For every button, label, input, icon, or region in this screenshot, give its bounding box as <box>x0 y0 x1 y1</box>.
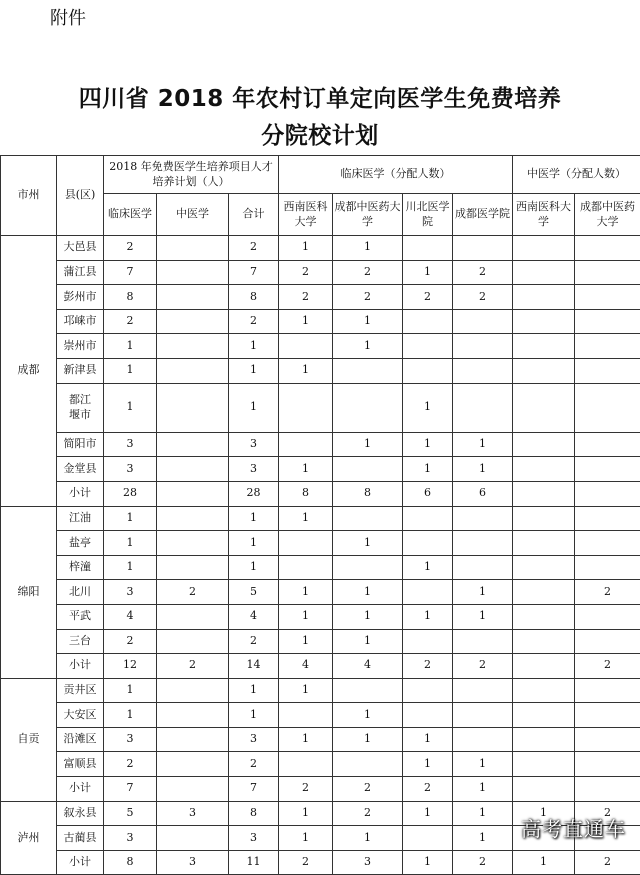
tcm-cdutcm-cell <box>575 727 640 752</box>
cdutcm-cell: 1 <box>333 531 403 556</box>
total-cell: 28 <box>229 481 279 506</box>
clinical-cell: 5 <box>104 801 157 826</box>
tcm-cell <box>157 555 229 580</box>
header-nsmc: 川北医学院 <box>403 194 453 236</box>
county-cell: 平武 <box>57 604 104 629</box>
tcm-cell <box>157 236 229 261</box>
tcm-cdutcm-cell <box>575 285 640 310</box>
nsmc-cell: 1 <box>403 850 453 875</box>
nsmc-cell: 1 <box>403 260 453 285</box>
header-cdutcm: 成都中医药大学 <box>333 194 403 236</box>
cdutcm-cell: 1 <box>333 580 403 605</box>
total-cell: 5 <box>229 580 279 605</box>
cdutcm-cell: 1 <box>333 236 403 261</box>
tcm-cdutcm-cell: 2 <box>575 580 640 605</box>
swmu-cell: 1 <box>279 678 333 703</box>
cdmc-cell: 1 <box>453 580 513 605</box>
cdmc-cell <box>453 309 513 334</box>
table-row <box>1 309 640 334</box>
nsmc-cell <box>403 629 453 654</box>
swmu-cell <box>279 432 333 457</box>
county-cell: 简阳市 <box>57 432 104 457</box>
cdmc-cell <box>453 703 513 728</box>
swmu-cell: 1 <box>279 801 333 826</box>
total-cell: 3 <box>229 727 279 752</box>
tcm-cdutcm-cell <box>575 752 640 777</box>
tcm-swmu-cell <box>513 604 575 629</box>
header-total: 合计 <box>229 194 279 236</box>
header-tcm-allocation: 中医学（分配人数） <box>513 156 640 194</box>
tcm-cdutcm-cell <box>575 334 640 359</box>
tcm-cdutcm-cell <box>575 481 640 506</box>
nsmc-cell <box>403 678 453 703</box>
cdmc-cell <box>453 236 513 261</box>
clinical-cell: 8 <box>104 285 157 310</box>
cdmc-cell: 1 <box>453 604 513 629</box>
header-tcm-cdutcm: 成都中医药大学 <box>575 194 640 236</box>
clinical-cell: 2 <box>104 629 157 654</box>
county-cell: 邛崃市 <box>57 309 104 334</box>
cdutcm-cell <box>333 383 403 432</box>
cdmc-cell: 1 <box>453 801 513 826</box>
county-cell: 金堂县 <box>57 457 104 482</box>
swmu-cell <box>279 752 333 777</box>
nsmc-cell <box>403 309 453 334</box>
cdutcm-cell: 1 <box>333 826 403 851</box>
tcm-cell <box>157 777 229 802</box>
county-cell: 贡井区 <box>57 678 104 703</box>
table-row <box>1 457 640 482</box>
nsmc-cell <box>403 506 453 531</box>
county-cell: 三台 <box>57 629 104 654</box>
tcm-cell <box>157 531 229 556</box>
county-cell: 彭州市 <box>57 285 104 310</box>
table-row <box>1 629 640 654</box>
clinical-cell: 3 <box>104 826 157 851</box>
tcm-cdutcm-cell <box>575 358 640 383</box>
county-cell: 小计 <box>57 481 104 506</box>
swmu-cell: 1 <box>279 236 333 261</box>
nsmc-cell: 1 <box>403 432 453 457</box>
table-row <box>1 531 640 556</box>
tcm-cdutcm-cell <box>575 555 640 580</box>
total-cell: 7 <box>229 777 279 802</box>
cdutcm-cell: 2 <box>333 777 403 802</box>
tcm-swmu-cell <box>513 309 575 334</box>
tcm-swmu-cell <box>513 580 575 605</box>
cdutcm-cell <box>333 555 403 580</box>
total-cell: 1 <box>229 383 279 432</box>
tcm-swmu-cell <box>513 752 575 777</box>
swmu-cell <box>279 334 333 359</box>
total-cell: 1 <box>229 334 279 359</box>
cdmc-cell: 2 <box>453 260 513 285</box>
swmu-cell: 1 <box>279 604 333 629</box>
county-cell: 大邑县 <box>57 236 104 261</box>
tcm-cell: 3 <box>157 801 229 826</box>
cdmc-cell <box>453 727 513 752</box>
city-cell: 绵阳 <box>1 506 57 678</box>
cdutcm-cell <box>333 457 403 482</box>
tcm-swmu-cell <box>513 531 575 556</box>
clinical-cell: 2 <box>104 309 157 334</box>
cdutcm-cell: 1 <box>333 309 403 334</box>
table-row <box>1 727 640 752</box>
county-cell: 叙永县 <box>57 801 104 826</box>
tcm-swmu-cell <box>513 654 575 679</box>
nsmc-cell <box>403 531 453 556</box>
swmu-cell <box>279 703 333 728</box>
allocation-table <box>0 155 640 875</box>
tcm-swmu-cell <box>513 285 575 310</box>
nsmc-cell: 2 <box>403 285 453 310</box>
swmu-cell: 1 <box>279 457 333 482</box>
tcm-swmu-cell: 1 <box>513 801 575 826</box>
county-cell: 富顺县 <box>57 752 104 777</box>
header-tcm: 中医学 <box>157 194 229 236</box>
total-cell: 1 <box>229 531 279 556</box>
clinical-cell: 3 <box>104 580 157 605</box>
cdmc-cell: 2 <box>453 654 513 679</box>
clinical-cell: 7 <box>104 260 157 285</box>
county-cell: 梓潼 <box>57 555 104 580</box>
table-row <box>1 654 640 679</box>
clinical-cell: 2 <box>104 752 157 777</box>
cdutcm-cell <box>333 506 403 531</box>
clinical-cell: 1 <box>104 531 157 556</box>
clinical-cell: 1 <box>104 506 157 531</box>
table-row <box>1 285 640 310</box>
swmu-cell: 1 <box>279 309 333 334</box>
table-row <box>1 383 640 432</box>
tcm-cell <box>157 604 229 629</box>
county-cell: 小计 <box>57 777 104 802</box>
cdmc-cell <box>453 383 513 432</box>
cdutcm-cell: 1 <box>333 703 403 728</box>
total-cell: 1 <box>229 678 279 703</box>
county-cell: 古蔺县 <box>57 826 104 851</box>
tcm-cdutcm-cell <box>575 678 640 703</box>
tcm-cdutcm-cell <box>575 777 640 802</box>
header-city: 市州 <box>1 156 57 236</box>
clinical-cell: 1 <box>104 358 157 383</box>
total-cell: 8 <box>229 285 279 310</box>
swmu-cell: 1 <box>279 629 333 654</box>
tcm-cdutcm-cell <box>575 703 640 728</box>
tcm-swmu-cell <box>513 481 575 506</box>
tcm-cdutcm-cell <box>575 457 640 482</box>
cdmc-cell: 6 <box>453 481 513 506</box>
swmu-cell <box>279 531 333 556</box>
nsmc-cell: 1 <box>403 383 453 432</box>
nsmc-cell <box>403 334 453 359</box>
total-cell: 3 <box>229 457 279 482</box>
swmu-cell: 1 <box>279 727 333 752</box>
total-cell: 1 <box>229 506 279 531</box>
total-cell: 1 <box>229 555 279 580</box>
nsmc-cell <box>403 580 453 605</box>
county-cell: 江油 <box>57 506 104 531</box>
tcm-cell <box>157 457 229 482</box>
tcm-cdutcm-cell <box>575 629 640 654</box>
cdutcm-cell: 8 <box>333 481 403 506</box>
clinical-cell: 3 <box>104 432 157 457</box>
nsmc-cell: 1 <box>403 457 453 482</box>
cdmc-cell <box>453 358 513 383</box>
tcm-cell <box>157 629 229 654</box>
total-cell: 2 <box>229 629 279 654</box>
swmu-cell: 2 <box>279 260 333 285</box>
tcm-cell <box>157 678 229 703</box>
header-swmu: 西南医科大学 <box>279 194 333 236</box>
header-tcm-swmu: 西南医科大学 <box>513 194 575 236</box>
tcm-cdutcm-cell <box>575 236 640 261</box>
clinical-cell: 8 <box>104 850 157 875</box>
clinical-cell: 1 <box>104 383 157 432</box>
table-row <box>1 850 640 875</box>
clinical-cell: 1 <box>104 555 157 580</box>
table-row <box>1 604 640 629</box>
total-cell: 3 <box>229 432 279 457</box>
nsmc-cell: 2 <box>403 777 453 802</box>
table-row <box>1 432 640 457</box>
tcm-swmu-cell <box>513 358 575 383</box>
clinical-cell: 28 <box>104 481 157 506</box>
tcm-swmu-cell <box>513 629 575 654</box>
table-row <box>1 703 640 728</box>
table-row <box>1 777 640 802</box>
swmu-cell: 2 <box>279 285 333 310</box>
county-cell: 新津县 <box>57 358 104 383</box>
tcm-swmu-cell <box>513 383 575 432</box>
total-cell: 8 <box>229 801 279 826</box>
clinical-cell: 7 <box>104 777 157 802</box>
tcm-cell <box>157 383 229 432</box>
tcm-swmu-cell: 1 <box>513 850 575 875</box>
cdutcm-cell: 2 <box>333 285 403 310</box>
nsmc-cell: 1 <box>403 727 453 752</box>
cdmc-cell <box>453 678 513 703</box>
county-cell: 小计 <box>57 654 104 679</box>
nsmc-cell <box>403 703 453 728</box>
nsmc-cell: 2 <box>403 654 453 679</box>
tcm-swmu-cell <box>513 457 575 482</box>
tcm-cell: 2 <box>157 580 229 605</box>
swmu-cell: 1 <box>279 506 333 531</box>
header-cdmc: 成都医学院 <box>453 194 513 236</box>
cdmc-cell: 1 <box>453 826 513 851</box>
swmu-cell <box>279 383 333 432</box>
tcm-cell <box>157 506 229 531</box>
cdutcm-cell: 2 <box>333 260 403 285</box>
cdutcm-cell <box>333 678 403 703</box>
table-row <box>1 260 640 285</box>
tcm-cell: 3 <box>157 850 229 875</box>
tcm-cdutcm-cell <box>575 432 640 457</box>
tcm-swmu-cell <box>513 555 575 580</box>
swmu-cell: 4 <box>279 654 333 679</box>
nsmc-cell <box>403 826 453 851</box>
clinical-cell: 3 <box>104 457 157 482</box>
clinical-cell: 3 <box>104 727 157 752</box>
tcm-cdutcm-cell: 2 <box>575 850 640 875</box>
swmu-cell: 1 <box>279 358 333 383</box>
total-cell: 14 <box>229 654 279 679</box>
header-county: 县(区) <box>57 156 104 236</box>
tcm-swmu-cell <box>513 678 575 703</box>
cdmc-cell: 1 <box>453 432 513 457</box>
tcm-cdutcm-cell: 2 <box>575 654 640 679</box>
cdmc-cell <box>453 555 513 580</box>
table-row <box>1 580 640 605</box>
city-cell: 泸州 <box>1 801 57 875</box>
swmu-cell: 1 <box>279 580 333 605</box>
county-cell: 都江堰市 <box>57 383 104 432</box>
swmu-cell: 1 <box>279 826 333 851</box>
clinical-cell: 2 <box>104 236 157 261</box>
tcm-cdutcm-cell <box>575 260 640 285</box>
cdmc-cell: 2 <box>453 850 513 875</box>
table-row <box>1 555 640 580</box>
tcm-cdutcm-cell: 2 <box>575 801 640 826</box>
header-plan: 2018 年免费医学生培养项目人才培养计划（人） <box>104 156 279 194</box>
swmu-cell: 2 <box>279 777 333 802</box>
tcm-cdutcm-cell <box>575 383 640 432</box>
total-cell: 3 <box>229 826 279 851</box>
total-cell: 2 <box>229 236 279 261</box>
swmu-cell: 2 <box>279 850 333 875</box>
cdmc-cell <box>453 334 513 359</box>
cdutcm-cell: 1 <box>333 629 403 654</box>
header-clinical: 临床医学 <box>104 194 157 236</box>
table-row <box>1 752 640 777</box>
tcm-swmu-cell <box>513 727 575 752</box>
clinical-cell: 12 <box>104 654 157 679</box>
tcm-cell <box>157 285 229 310</box>
cdmc-cell: 1 <box>453 752 513 777</box>
tcm-swmu-cell <box>513 236 575 261</box>
cdutcm-cell: 2 <box>333 801 403 826</box>
county-cell: 大安区 <box>57 703 104 728</box>
county-cell: 盐亭 <box>57 531 104 556</box>
total-cell: 1 <box>229 703 279 728</box>
cdutcm-cell: 1 <box>333 334 403 359</box>
county-cell: 蒲江县 <box>57 260 104 285</box>
cdmc-cell: 2 <box>453 285 513 310</box>
tcm-swmu-cell <box>513 260 575 285</box>
total-cell: 1 <box>229 358 279 383</box>
table-row <box>1 358 640 383</box>
tcm-cdutcm-cell <box>575 506 640 531</box>
nsmc-cell: 1 <box>403 801 453 826</box>
cdutcm-cell: 1 <box>333 604 403 629</box>
tcm-cell <box>157 481 229 506</box>
city-cell: 成都 <box>1 236 57 507</box>
attachment-label: 附件 <box>50 4 86 30</box>
cdutcm-cell: 1 <box>333 727 403 752</box>
tcm-swmu-cell <box>513 703 575 728</box>
tcm-cell <box>157 703 229 728</box>
table-row <box>1 481 640 506</box>
county-cell: 崇州市 <box>57 334 104 359</box>
clinical-cell: 1 <box>104 703 157 728</box>
table-row <box>1 334 640 359</box>
clinical-cell: 1 <box>104 678 157 703</box>
swmu-cell: 8 <box>279 481 333 506</box>
total-cell: 2 <box>229 752 279 777</box>
tcm-cell <box>157 334 229 359</box>
cdutcm-cell: 3 <box>333 850 403 875</box>
cdutcm-cell <box>333 358 403 383</box>
table-body <box>1 236 640 875</box>
watermark-logo: 高考直通车 <box>521 813 626 842</box>
document-title-line2: 分院校计划 <box>0 117 640 150</box>
tcm-cell <box>157 260 229 285</box>
tcm-cdutcm-cell <box>575 309 640 334</box>
total-cell: 11 <box>229 850 279 875</box>
tcm-cell <box>157 309 229 334</box>
tcm-cell <box>157 358 229 383</box>
tcm-cdutcm-cell <box>575 604 640 629</box>
cdmc-cell <box>453 629 513 654</box>
tcm-cell <box>157 752 229 777</box>
tcm-swmu-cell <box>513 334 575 359</box>
tcm-swmu-cell <box>513 506 575 531</box>
table-row <box>1 678 640 703</box>
nsmc-cell: 6 <box>403 481 453 506</box>
header-clinical-allocation: 临床医学（分配人数） <box>279 156 513 194</box>
tcm-cdutcm-cell <box>575 531 640 556</box>
clinical-cell: 1 <box>104 334 157 359</box>
tcm-swmu-cell <box>513 777 575 802</box>
document-title-line1: 四川省 2018 年农村订单定向医学生免费培养 <box>0 80 640 113</box>
cdmc-cell <box>453 506 513 531</box>
cdmc-cell: 1 <box>453 457 513 482</box>
table-row <box>1 506 640 531</box>
county-cell: 小计 <box>57 850 104 875</box>
clinical-cell: 4 <box>104 604 157 629</box>
tcm-cell <box>157 432 229 457</box>
cdmc-cell: 1 <box>453 777 513 802</box>
total-cell: 7 <box>229 260 279 285</box>
nsmc-cell: 1 <box>403 604 453 629</box>
cdmc-cell <box>453 531 513 556</box>
table-row <box>1 236 640 261</box>
nsmc-cell <box>403 236 453 261</box>
nsmc-cell: 1 <box>403 752 453 777</box>
tcm-cell: 2 <box>157 654 229 679</box>
tcm-swmu-cell <box>513 432 575 457</box>
county-cell: 沿滩区 <box>57 727 104 752</box>
total-cell: 2 <box>229 309 279 334</box>
cdutcm-cell: 4 <box>333 654 403 679</box>
nsmc-cell: 1 <box>403 555 453 580</box>
city-cell: 自贡 <box>1 678 57 801</box>
tcm-cell <box>157 826 229 851</box>
cdutcm-cell: 1 <box>333 432 403 457</box>
nsmc-cell <box>403 358 453 383</box>
swmu-cell <box>279 555 333 580</box>
county-cell: 北川 <box>57 580 104 605</box>
cdutcm-cell <box>333 752 403 777</box>
total-cell: 4 <box>229 604 279 629</box>
tcm-cell <box>157 727 229 752</box>
